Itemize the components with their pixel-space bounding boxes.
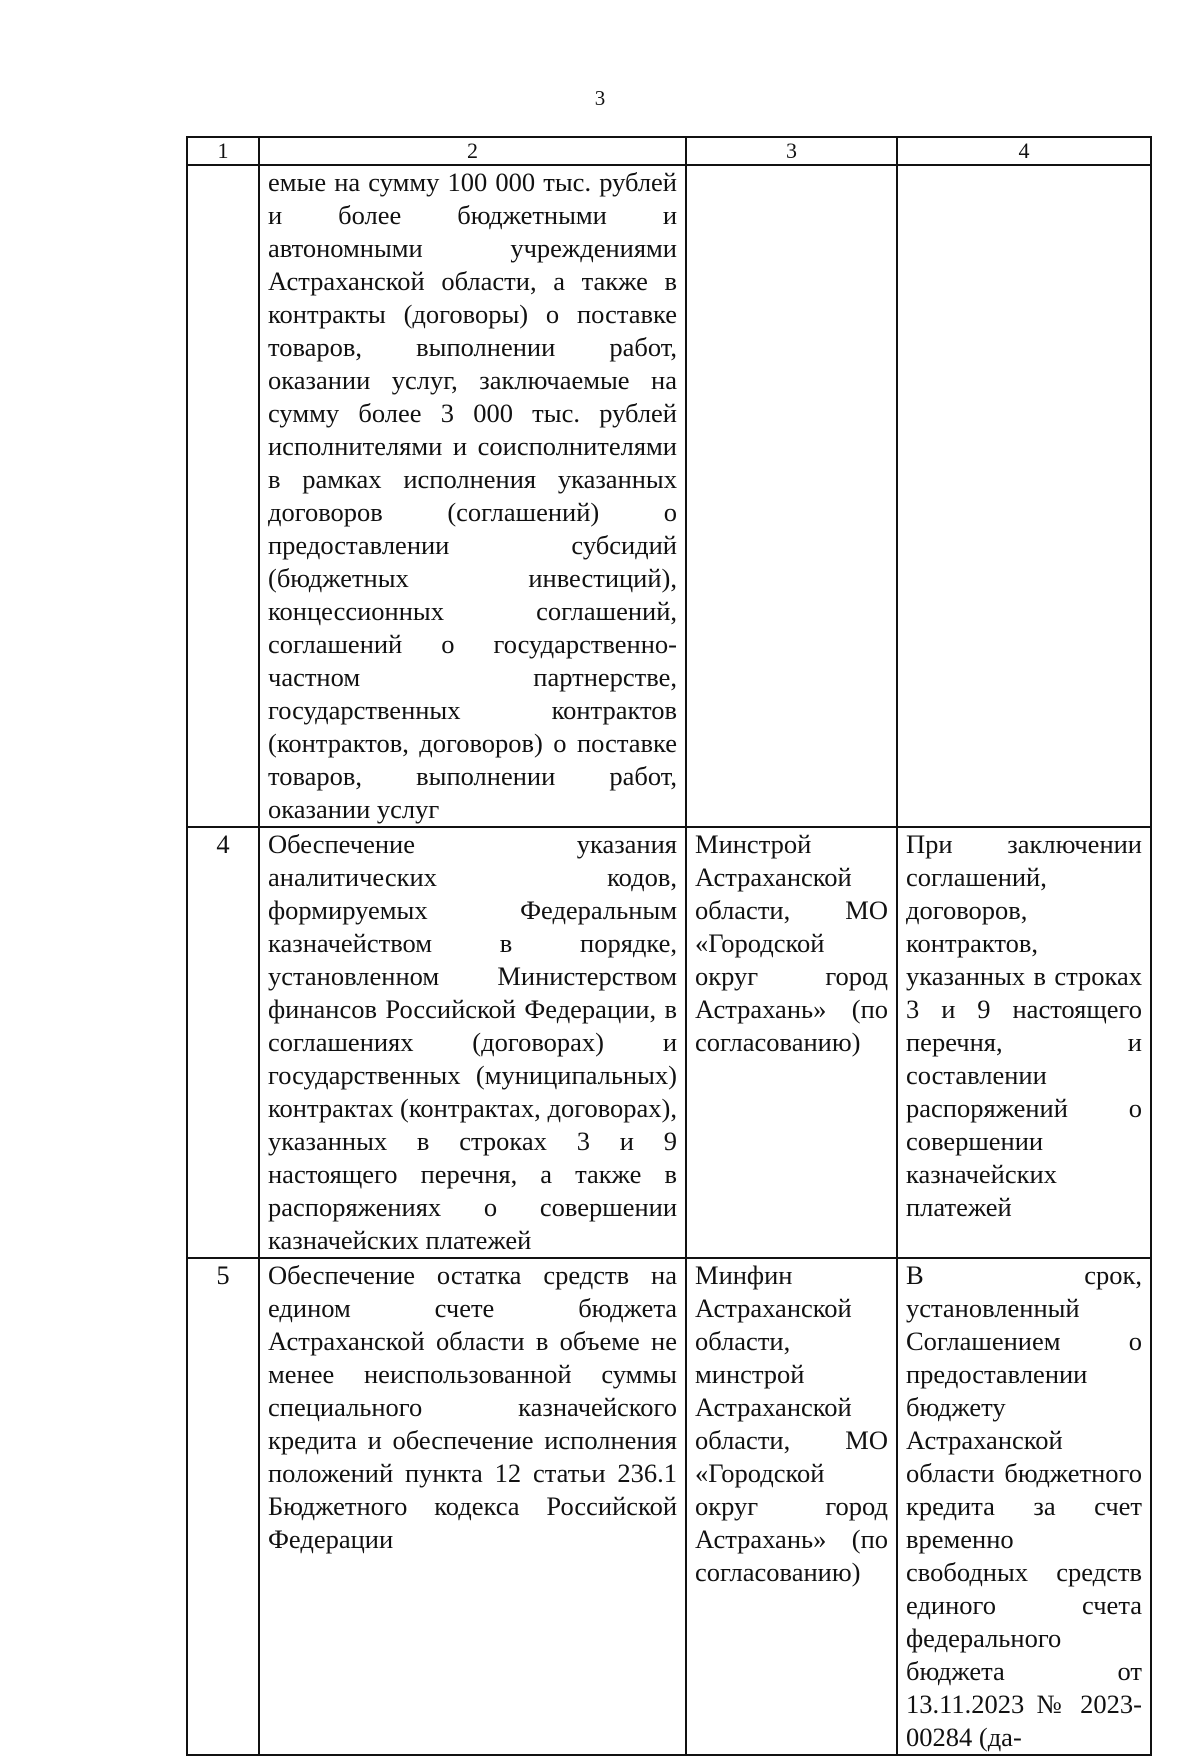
row-number: 4	[187, 827, 259, 1258]
header-col-1: 1	[187, 137, 259, 165]
responsible-text	[686, 165, 897, 827]
page-number: 3	[594, 86, 606, 110]
measure-text: емые на сумму 100 000 тыс. рублей и более бюджетными и автономными учреждениями Астраханской области, а также в контракты (договоры) о поставке товаров, выполнении работ, оказании услуг, заключаемые на сумму более 3 000 тыс. рублей исполнителями и соисполнителями в рамках исполнения указанных договоров (соглашений) о предоставлении субсидий (бюджетных инвестиций), концессионных соглашений, соглашений о государственно-частном партнерстве, государственных контрактов (контрактов, договоров) о поставке товаров, выполнении работ, оказании услуг	[259, 165, 686, 827]
table-row	[187, 827, 1151, 1258]
header-col-3: 3	[686, 137, 897, 165]
table-header-row	[187, 137, 1151, 165]
deadline-text: При заключении соглашений, договоров, контрактов, указанных в строках 3 и 9 настоящего перечня, и составлении распоряжений о совершении казначейских платежей	[897, 827, 1151, 1258]
row-number: 5	[187, 1258, 259, 1755]
table-row	[187, 1258, 1151, 1755]
responsible-text: Минфин Астраханской области, минстрой Астраханской области, МО «Городской округ город Астрахань» (по согласованию)	[686, 1258, 897, 1755]
header-col-2: 2	[259, 137, 686, 165]
header-col-4: 4	[897, 137, 1151, 165]
measure-text: Обеспечение указания аналитических кодов, формируемых Федеральным казначейством в порядке, установленном Министерством финансов Российской Федерации, в соглашениях (договорах) и государственных (муниципальных) контрактах (контрактах, договорах), указанных в строках 3 и 9 настоящего перечня, а также в распоряжениях о совершении казначейских платежей	[259, 827, 686, 1258]
measure-text: Обеспечение остатка средств на едином счете бюджета Астраханской области в объеме не менее неиспользованной суммы специального казначейского кредита и обеспечение исполнения положений пункта 12 статьи 236.1 Бюджетного кодекса Российской Федерации	[259, 1258, 686, 1755]
measures-table	[186, 136, 1152, 1756]
row-number	[187, 165, 259, 827]
deadline-text: В срок, установленный Соглашением о предоставлении бюджету Астраханской области бюджетного кредита за счет временно свободных средств единого счета федерального бюджета от 13.11.2023 № 2023-00284 (да-	[897, 1258, 1151, 1755]
responsible-text: Минстрой Астраханской области, МО «Городской округ город Астрахань» (по согласованию)	[686, 827, 897, 1258]
table-row	[187, 165, 1151, 827]
deadline-text	[897, 165, 1151, 827]
